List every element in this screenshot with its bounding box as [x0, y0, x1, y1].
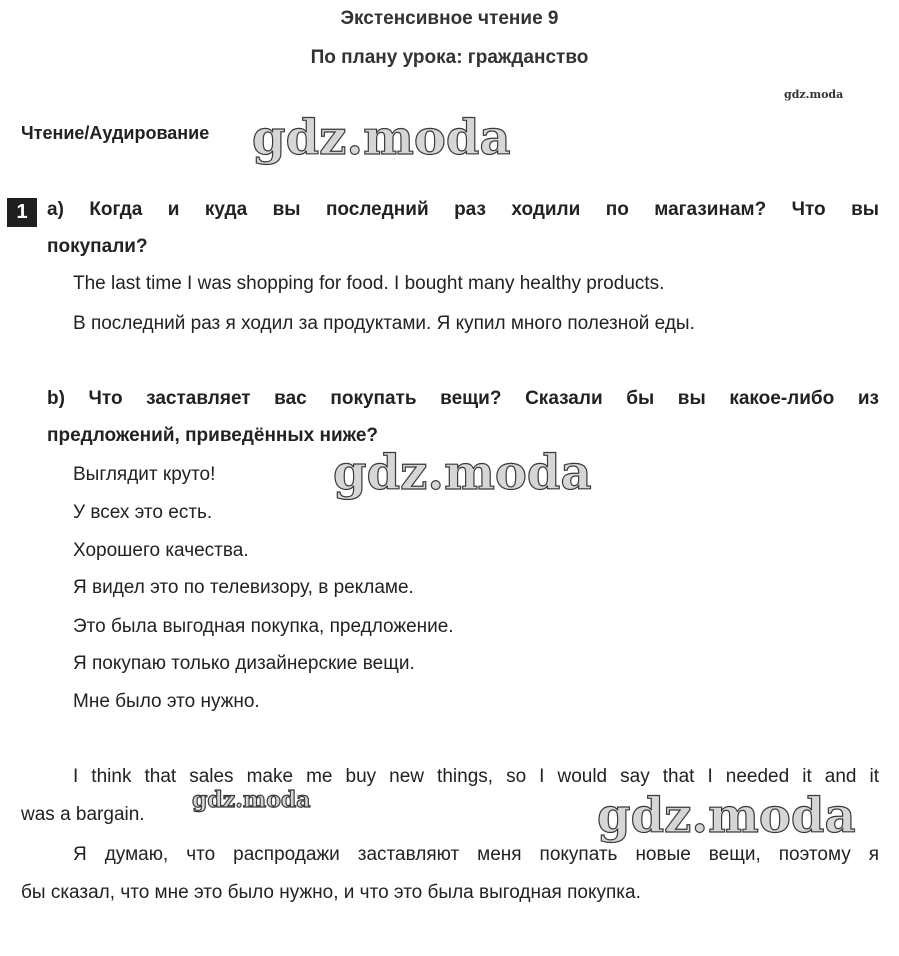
option-item: Я видел это по телевизору, в рекламе.: [73, 577, 414, 598]
watermark: gdz.moda: [784, 88, 844, 101]
option-item: Я покупаю только дизайнерские вещи.: [73, 653, 415, 674]
answer-b-russian-line2: бы сказал, что мне это было нужно, и что это была выгодная покупка.: [21, 882, 641, 903]
section-label: Чтение/Аудирование: [21, 123, 210, 143]
question-a-line2: покупали?: [47, 236, 148, 257]
watermark: gdz.moda: [597, 788, 856, 844]
answer-b-english-line1: I think that sales make me buy new things, so I would say that I needed it and it: [73, 766, 879, 787]
option-item: Это была выгодная покупка, предложение.: [73, 616, 454, 637]
answer-a-russian: В последний раз я ходил за продуктами. Я купил много полезной еды.: [73, 313, 695, 334]
option-item: Мне было это нужно.: [73, 691, 260, 712]
watermark: gdz.moda: [333, 445, 592, 501]
watermark: gdz.moda: [192, 787, 311, 813]
question-a-line1: a) Когда и куда вы последний раз ходили по магазинам? Что вы: [47, 199, 879, 220]
question-b-line2: предложений, приведённых ниже?: [47, 425, 379, 446]
option-item: Хорошего качества.: [73, 540, 249, 561]
question-b-line1: b) Что заставляет вас покупать вещи? Сказали бы вы какое-либо из: [47, 388, 879, 409]
page-subtitle: По плану урока: гражданство: [310, 47, 589, 68]
option-item: У всех это есть.: [73, 502, 213, 523]
option-item: Выглядит круто!: [73, 464, 216, 485]
exercise-number-badge: 1: [7, 198, 37, 227]
watermark: gdz.moda: [252, 110, 511, 166]
answer-b-russian: [21, 836, 879, 912]
answer-a-english: The last time I was shopping for food. I bought many healthy products.: [73, 273, 665, 294]
answer-b-russian-line1: Я думаю, что распродажи заставляют меня покупать новые вещи, поэтому я: [73, 844, 879, 865]
answer-b-english-line2: was a bargain.: [21, 804, 145, 825]
page-title: Экстенсивное чтение 9: [340, 8, 559, 29]
